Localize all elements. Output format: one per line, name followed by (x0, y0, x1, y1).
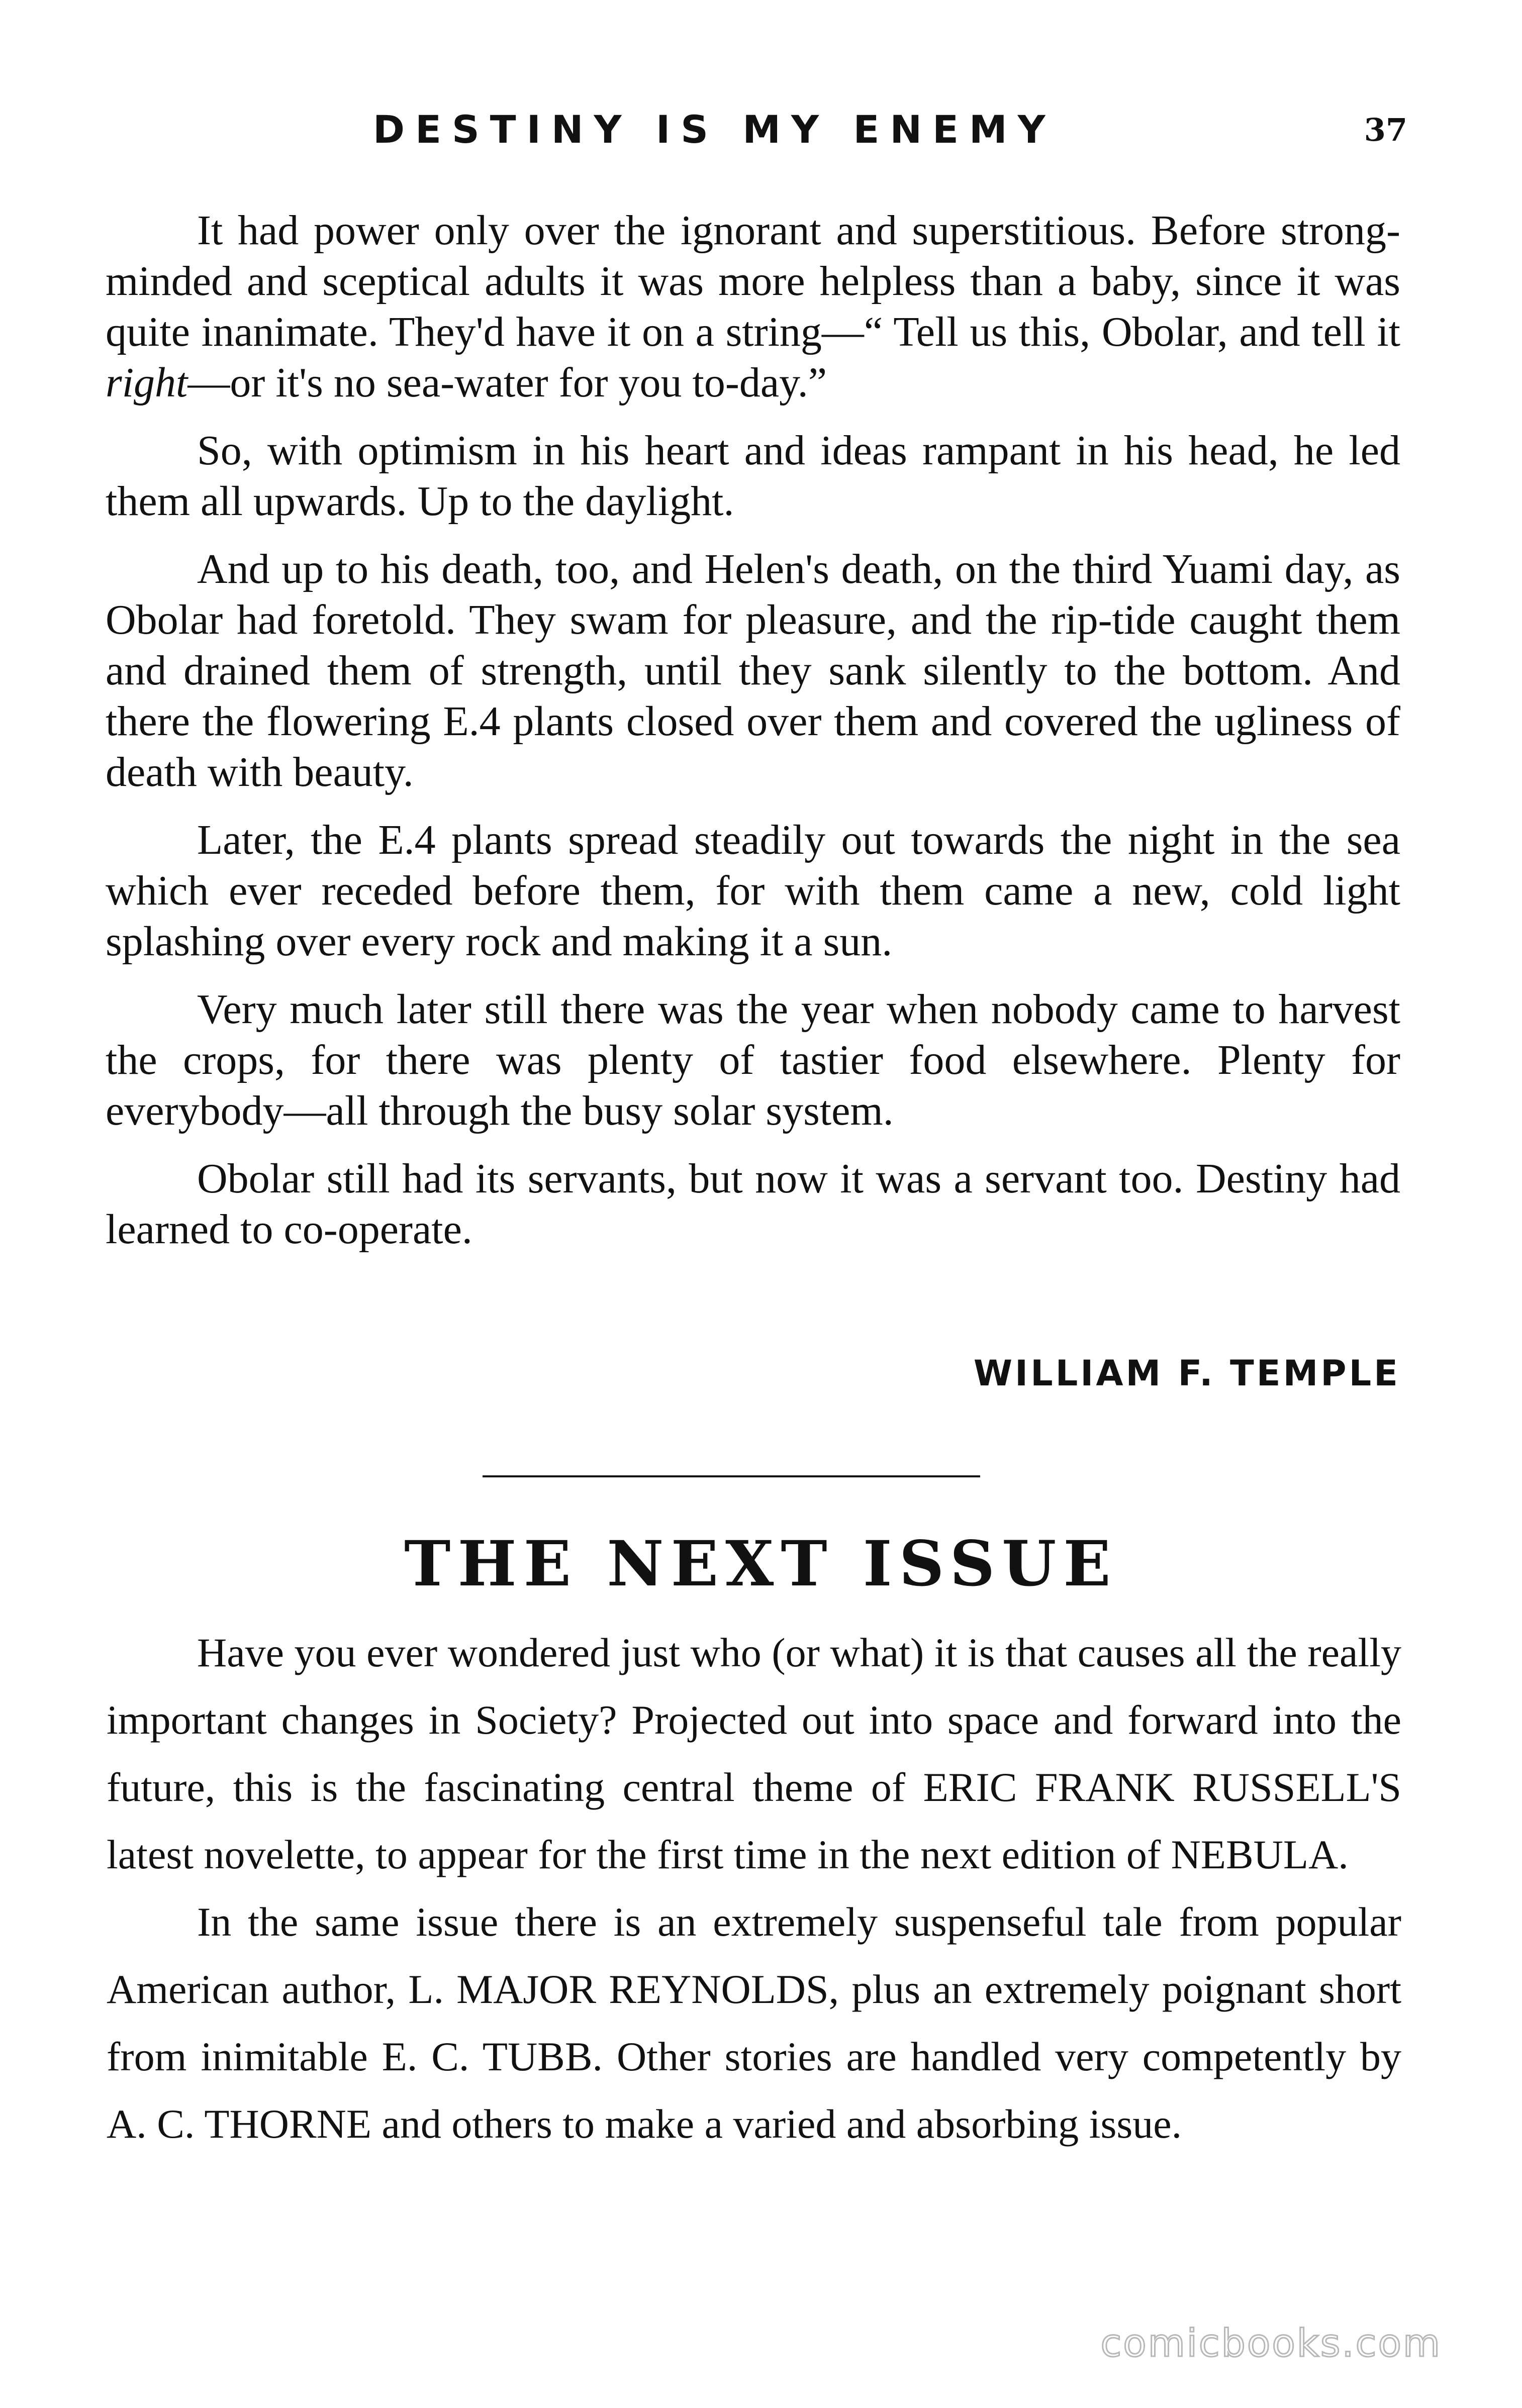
story-paragraph (106, 205, 1400, 408)
running-title: DESTINY IS MY ENEMY (373, 107, 1056, 152)
author-byline: WILLIAM F. TEMPLE (973, 1353, 1400, 1394)
story-text (106, 205, 1400, 1255)
page-number: 37 (1364, 112, 1407, 148)
section-divider (483, 1475, 980, 1477)
next-issue-heading: THE NEXT ISSUE (404, 1528, 1118, 1600)
next-issue-paragraph: In the same issue there is an extremely suspenseful tale from popular American author, L. MAJOR REYNOLDS, plus an extremely poignant short from inimitable E. C. TUBB. Other stories are handled very competently by A. C. THORNE and others to make a varied and absorbing issue. (107, 1899, 1401, 2147)
story-paragraph: Very much later still there was the year when nobody came to harvest the crops, for there was plenty of tastier food elsewhere. Plenty for everybody—all through the busy solar system. (106, 986, 1400, 1134)
paragraph-text: It had power only over the ignorant and superstitious. Before strong-minded and sceptical adults it was more helpless than a baby, since it was quite inanimate. They'd have it on a string—“ Tell us this, Obolar, and tell it (106, 207, 1400, 355)
story-paragraph: So, with optimism in his heart and ideas rampant in his head, he led them all upwards. Up to the daylight. (106, 427, 1400, 525)
running-header (101, 105, 1407, 160)
watermark: comicbooks.com (1100, 2321, 1442, 2365)
story-paragraph: And up to his death, too, and Helen's death, on the third Yuami day, as Obolar had foretold. They swam for pleasure, and the rip-tide caught them and drained them of strength, until they sank silently to the bottom. And there the flowering E.4 plants closed over them and covered the ugliness of death with beauty. (106, 546, 1400, 795)
next-issue-paragraph: Have you ever wondered just who (or what) it is that causes all the really important changes in Society? Projected out into space and forward into the future, this is the fascinating central theme of ERIC FRANK RUSSELL'S latest novelette, to appear for the first time in the next edition of NEBULA. (107, 1630, 1401, 1877)
emphasized-word: right (106, 359, 188, 406)
story-paragraph: Obolar still had its servants, but now it was a servant too. Destiny had learned to co-operate. (106, 1155, 1400, 1253)
next-issue-text (107, 1619, 1401, 2158)
paragraph-text: —or it's no sea-water for you to-day.” (187, 359, 827, 406)
story-paragraph: Later, the E.4 plants spread steadily out towards the night in the sea which ever receded before them, for with them came a new, cold light splashing over every rock and making it a sun. (106, 817, 1400, 965)
